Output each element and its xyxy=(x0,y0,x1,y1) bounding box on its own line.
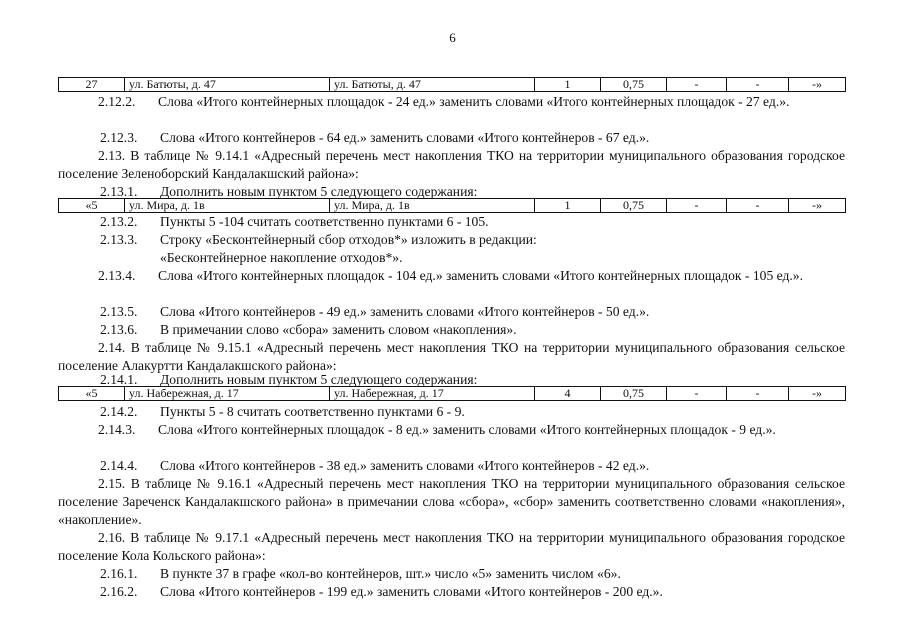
paragraph-text: Слова «Итого контейнеров - 199 ед.» заменить словами «Итого контейнеров - 200 ед.». xyxy=(160,584,663,599)
table-cell-dash: -» xyxy=(789,78,846,92)
table-cell-volume: 0,75 xyxy=(601,387,667,401)
table-cell-num: «5 xyxy=(59,387,125,401)
table-cell-dash: -» xyxy=(789,199,846,213)
paragraph-text: Пункты 5 - 8 считать соответственно пунктами 6 - 9. xyxy=(160,404,465,419)
paragraph-text: Слова «Итого контейнеров - 49 ед.» заменить словами «Итого контейнеров - 50 ед.». xyxy=(160,304,650,319)
table-row xyxy=(58,77,846,92)
item-number: 2.13.5. xyxy=(100,304,138,319)
table-cell-address: ул. Батюты, д. 47 xyxy=(330,78,535,92)
paragraph-2-12-2 xyxy=(58,93,845,111)
table-cell-dash: -» xyxy=(789,387,846,401)
paragraph-2-13: 2.13. В таблице № 9.14.1 «Адресный перечень мест накопления ТКО на территории муниципального образования городское поселение Зеленоборский Кандалакшский района»: xyxy=(58,148,845,181)
item-number: 2.14.3. xyxy=(98,422,136,437)
table-cell-address: ул. Мира, д. 1в xyxy=(125,199,330,213)
paragraph-2-14-4 xyxy=(100,457,649,475)
table-cell-dash: - xyxy=(667,78,727,92)
paragraph-2-15: 2.15. В таблице № 9.16.1 «Адресный перечень мест накопления ТКО на территории муниципального образования сельское поселение Зареченск Кандалакшского района» в примечании слова «сбора», «сбор» заменить соответственно словами «накопления», «накопление». xyxy=(58,476,845,527)
paragraph-text: В пункте 37 в графе «кол-во контейнеров, шт.» число «5» заменить числом «6». xyxy=(160,566,621,581)
paragraph-text: Слова «Итого контейнерных площадок - 104 ед.» заменить словами «Итого контейнерных площадок - 105 ед.». xyxy=(158,268,804,283)
table-cell-dash: - xyxy=(667,199,727,213)
item-number: 2.12.3. xyxy=(100,130,138,145)
item-number: 2.13.3. xyxy=(100,232,138,247)
table-cell-count: 1 xyxy=(535,78,601,92)
item-number: 2.13.1. xyxy=(100,184,138,199)
paragraph-2-14-3 xyxy=(58,421,845,439)
paragraph-text: Слова «Итого контейнеров - 38 ед.» заменить словами «Итого контейнеров - 42 ед.». xyxy=(160,458,650,473)
paragraph-text: Слова «Итого контейнерных площадок - 24 ед.» заменить словами «Итого контейнерных площадок - 27 ед.». xyxy=(158,94,790,109)
table-cell-address: ул. Набережная, д. 17 xyxy=(125,387,330,401)
item-number: 2.13.6. xyxy=(100,322,138,337)
table-cell-dash: - xyxy=(727,387,789,401)
paragraph-2-16-2 xyxy=(100,583,663,601)
paragraph-2-13-3 xyxy=(100,231,537,249)
paragraph-text: Строку «Бесконтейнерный сбор отходов*» изложить в редакции: xyxy=(160,232,537,247)
paragraph-2-13-4 xyxy=(58,267,845,285)
item-number: 2.16.2. xyxy=(100,584,138,599)
item-number: 2.14.2. xyxy=(100,404,138,419)
table-cell-count: 1 xyxy=(535,199,601,213)
paragraph-2-13-3-line2: «Бесконтейнерное накопление отходов*». xyxy=(160,250,403,265)
paragraph-2-13-5 xyxy=(100,303,649,321)
item-number: 2.12.2. xyxy=(98,94,136,109)
table-row xyxy=(58,386,846,401)
table-cell-dash: - xyxy=(727,78,789,92)
table-cell-num: «5 xyxy=(59,199,125,213)
table-cell-address: ул. Батюты, д. 47 xyxy=(125,78,330,92)
paragraph-2-14: 2.14. В таблице № 9.15.1 «Адресный перечень мест накопления ТКО на территории муниципального образования сельское поселение Алакуртти Кандалакшского района»: xyxy=(58,340,845,373)
paragraph-2-12-3 xyxy=(100,129,649,147)
item-number: 2.13.2. xyxy=(100,214,138,229)
paragraph-text: В примечании слово «сбора» заменить словом «накопления». xyxy=(160,322,517,337)
paragraph-2-13-6 xyxy=(100,321,517,339)
page-number: 6 xyxy=(449,30,456,45)
table-cell-volume: 0,75 xyxy=(601,78,667,92)
paragraph-text: Пункты 5 -104 считать соответственно пунктами 6 - 105. xyxy=(160,214,489,229)
table-cell-dash: - xyxy=(667,387,727,401)
item-number: 2.14.1. xyxy=(100,372,138,387)
table-cell-num: 27 xyxy=(59,78,125,92)
paragraph-2-16-1 xyxy=(100,565,621,583)
table-cell-dash: - xyxy=(727,199,789,213)
paragraph-2-16: 2.16. В таблице № 9.17.1 «Адресный перечень мест накопления ТКО на территории муниципального образования городское поселение Кола Кольского района»: xyxy=(58,530,845,563)
table-row xyxy=(58,198,846,213)
item-number: 2.13.4. xyxy=(98,268,136,283)
paragraph-2-14-2 xyxy=(100,403,465,421)
paragraph-text: Слова «Итого контейнерных площадок - 8 ед.» заменить словами «Итого контейнерных площадок - 9 ед.». xyxy=(158,422,776,437)
paragraph-2-13-2 xyxy=(100,213,489,231)
paragraph-text: Дополнить новым пунктом 5 следующего содержания: xyxy=(160,372,478,387)
table-cell-address: ул. Набережная, д. 17 xyxy=(330,387,535,401)
paragraph-text: Дополнить новым пунктом 5 следующего содержания: xyxy=(160,184,478,199)
table-cell-address: ул. Мира, д. 1в xyxy=(330,199,535,213)
item-number: 2.16.1. xyxy=(100,566,138,581)
table-cell-count: 4 xyxy=(535,387,601,401)
table-cell-volume: 0,75 xyxy=(601,199,667,213)
item-number: 2.14.4. xyxy=(100,458,138,473)
paragraph-text: Слова «Итого контейнеров - 64 ед.» заменить словами «Итого контейнеров - 67 ед.». xyxy=(160,130,650,145)
